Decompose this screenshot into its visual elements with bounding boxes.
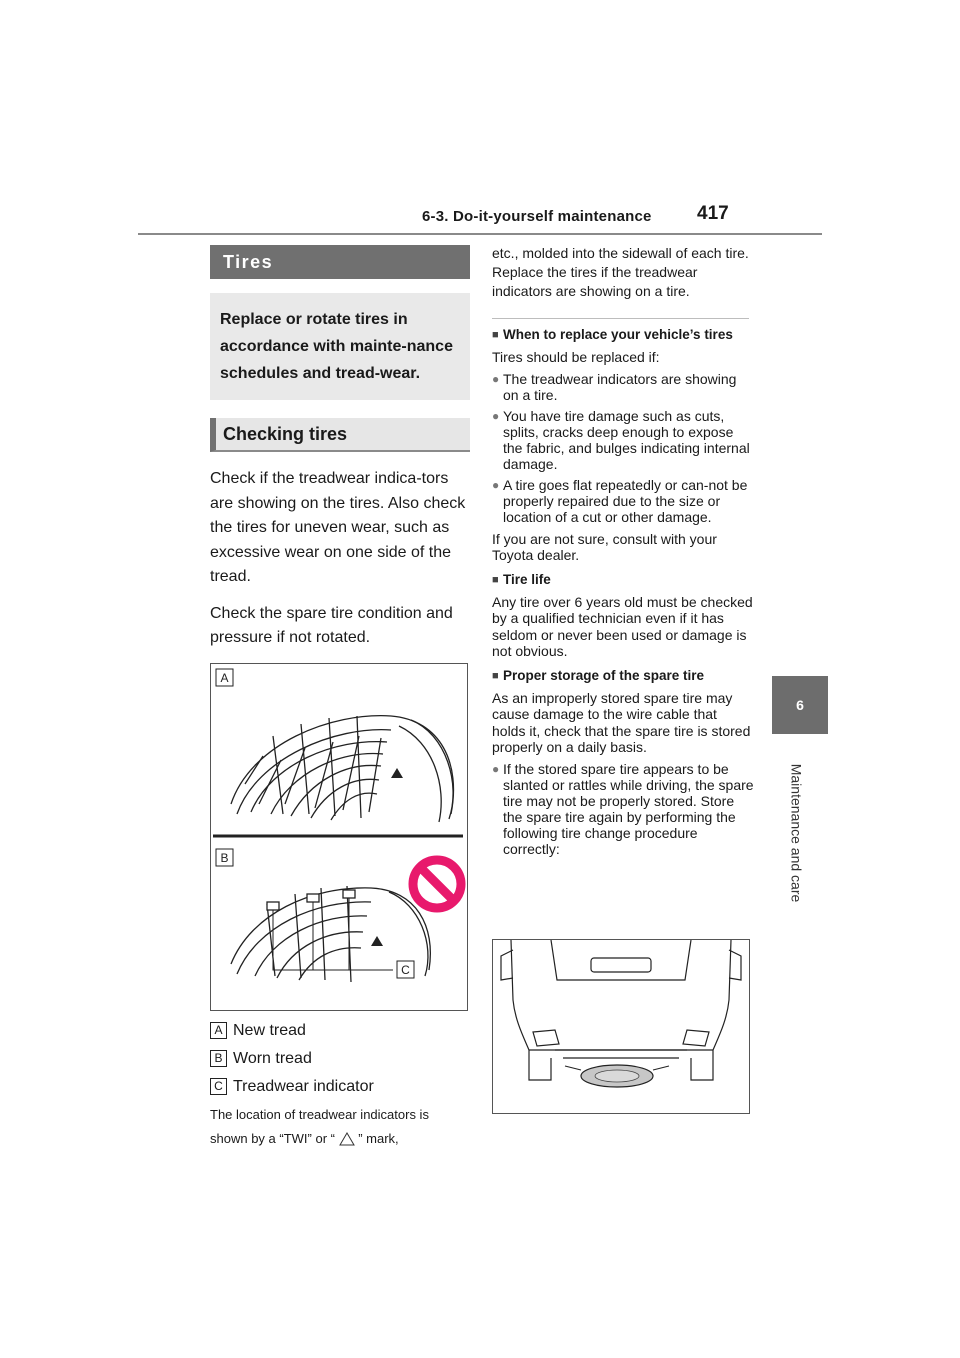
square-bullet-icon: ■ [492,573,499,586]
new-tire-drawing [231,715,454,821]
spare-tire-figure [492,939,750,1114]
twi-note: The location of treadwear indicators is shown by a “TWI” or “ ” mark, [210,1106,429,1146]
spare-storage-text: As an improperly stored spare tire may cause damage to the wire cable that holds it, check that the spare tire is stored properly on a daily basis. [492,689,751,755]
replace-note: Replace the tires if the treadwear indicators are showing on a tire. [492,264,698,299]
legend-letter: A [210,1022,227,1039]
triangle-mark-icon [339,1132,355,1146]
when-intro: Tires should be replaced if: [492,349,660,365]
legend-text: New tread [233,1021,306,1039]
left-column [210,245,470,1151]
spare-tire-under-vehicle [581,1065,653,1087]
list-item: ● You have tire damage such as cuts, splits, cracks deep enough to expose the fabric, and bulges indicating internal damage. [492,407,750,472]
header-divider [138,233,822,235]
when-outro: If you are not sure, consult with your Toyota dealer. [492,530,717,563]
spare-storage-heading: ■ Proper storage of the spare tire [492,667,705,683]
chapter-tab[interactable] [772,676,828,734]
bullet-dot-icon: ● [492,371,500,386]
tire-life-text: Any tire over 6 years old must be checked by a qualified technician even if it has seldom or never been used or damage is not obvious. [492,593,753,659]
legend-letter: B [210,1050,227,1067]
label-b: B [220,850,229,865]
section-title: 6-3. Do-it-yourself maintenance [422,208,652,225]
list-item: ● If the stored spare tire appears to be slanted or rattles while driving, the spare tire may not be properly stored. Store the spare tire again by performing the following tire change procedure correctly: [492,760,754,857]
checking-tires-heading: Checking tires [210,418,470,452]
legend-item [210,1045,470,1073]
page-number: 417 [697,203,729,224]
figure-legend [210,1017,470,1101]
right-column [492,244,754,857]
list-item: ● The treadwear indicators are showing on a tire. [492,370,737,403]
bullet-dot-icon: ● [492,477,500,492]
continued-text: etc., molded into the sidewall of each tire. [492,245,749,261]
list-item: ● A tire goes flat repeatedly or can-not be properly repaired due to the size or location of a cut or other damage. [492,476,748,525]
label-c: C [401,962,410,977]
bullet-dot-icon: ● [492,408,500,423]
twi-arrow-worn [371,936,383,946]
section-divider [492,318,749,319]
when-replace-heading: ■ When to replace your vehicle’s tires [492,327,733,342]
twi-arrow-new [391,768,403,778]
legend-letter: C [210,1078,227,1095]
tire-life-heading: ■ Tire life [492,571,551,587]
spare-paragraph: Check the spare tire condition and pressure if not rotated. [210,604,453,646]
square-bullet-icon: ■ [492,329,499,341]
chapter-title-vertical: Maintenance and care [788,763,805,902]
label-a: A [220,670,229,685]
prohibition-sign-icon [413,860,461,908]
intro-box: Replace or rotate tires in accordance with mainte-nance schedules and tread-wear. [210,293,470,400]
page-header [0,0,960,240]
vehicle-rear-illustration [493,940,749,1113]
check-paragraph: Check if the treadwear indica-tors are showing on the tires. Also check the tires for uneven wear, such as excessive wear on one side of the tread. [210,470,466,585]
legend-item [210,1017,470,1045]
bullet-dot-icon: ● [492,761,500,776]
square-bullet-icon: ■ [492,669,499,682]
legend-text: Treadwear indicator [233,1077,374,1095]
legend-item [210,1073,470,1101]
tread-illustration [211,664,467,1010]
chapter-number: 6 [796,697,804,713]
tread-figure [210,663,468,1011]
legend-text: Worn tread [233,1049,312,1067]
tires-heading: Tires [210,245,470,279]
